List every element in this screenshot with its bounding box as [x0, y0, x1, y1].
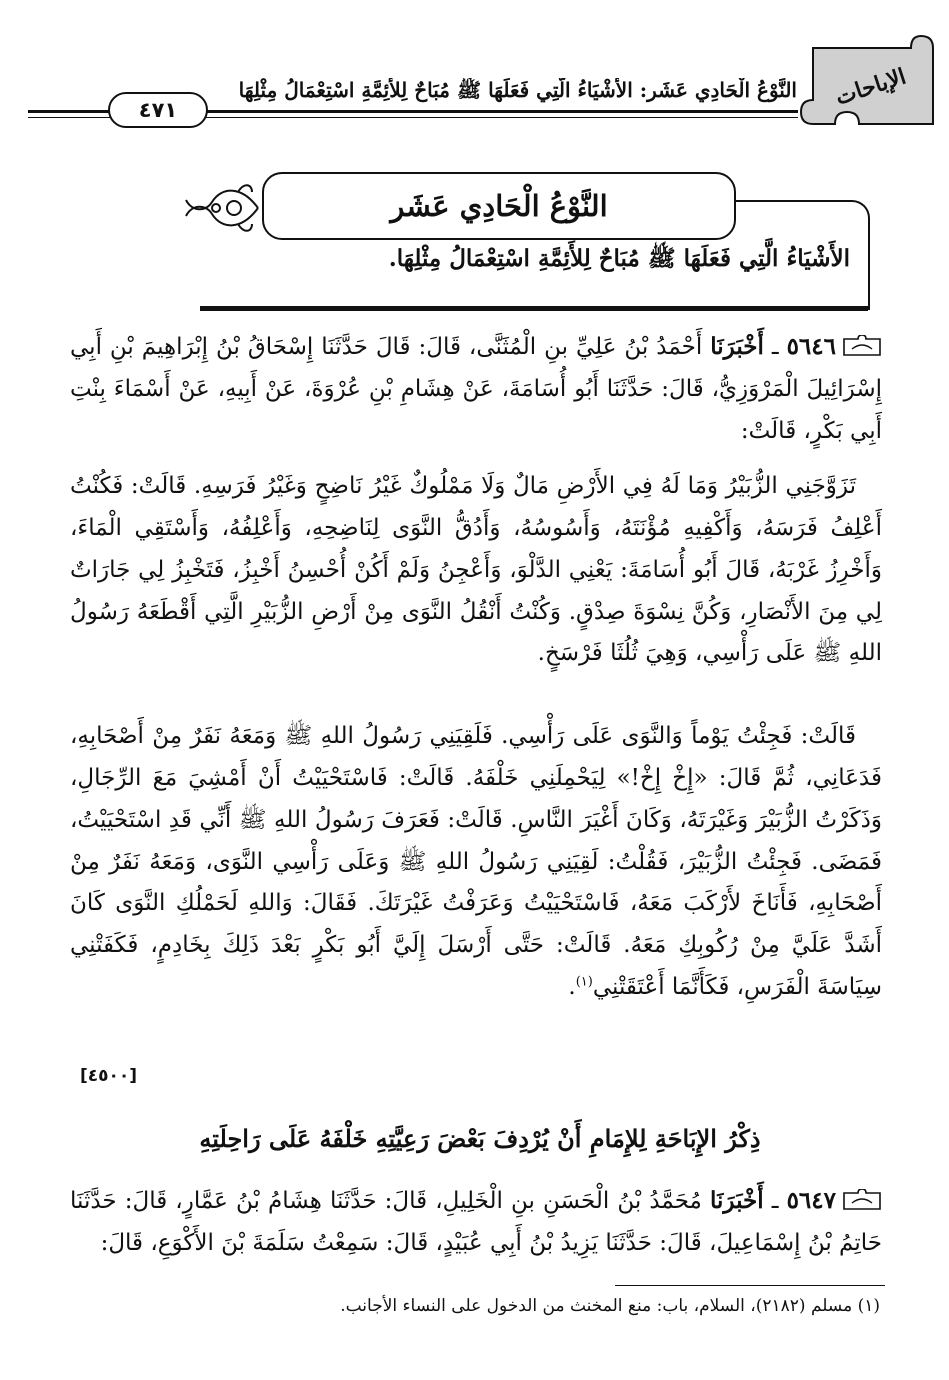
matn-text: قَالَتْ: فَجِئْتُ يَوْماً وَالنَّوَى عَلَى رَأْسِي. فَلَقِيَنِي رَسُولُ اللهِ ﷺ وَمَعَهُ نَفَرٌ مِنْ أَصْحَابِهِ، فَدَعَانِي، ثُمَّ قَالَ: «إِخْ إِخْ!» لِيَحْمِلَنِي خَلْفَهُ. قَالَتْ: فَاسْتَحْيَيْتُ أَنْ أَمْشِيَ مَعَ الرِّجَالِ، وَذَكَرْتُ الزُّبَيْرَ وَغَيْرَتَهُ، وَكَانَ أَغْيَرَ النَّاسِ. قَالَتْ: فَعَرَفَ رَسُولُ اللهِ ﷺ أَنِّي قَدِ اسْتَحْيَيْتُ، فَمَضَى. فَجِئْتُ الزُّبَيْرَ، فَقُلْتُ: لَقِيَنِي رَسُولُ اللهِ ﷺ وَعَلَى رَأْسِي النَّوَى، وَمَعَهُ نَفَرٌ مِنْ أَصْحَابِهِ، فَأَنَاخَ لأَرْكَبَ مَعَهُ، فَاسْتَحْيَيْتُ وَعَرَفْتُ غَيْرَتَكَ. فَقَالَ: وَاللهِ لَحَمْلُكِ النَّوَى كَانَ أَشَدَّ عَلَيَّ مِنْ رُكُوبِكِ مَعَهُ. قَالَتْ: حَتَّى أَرْسَلَ إِلَيَّ أَبُو بَكْرٍ بَعْدَ ذَلِكَ بِخَادِمٍ، فَكَفَتْنِي سِيَاسَةَ الْفَرَسِ، فَكَأَنَّمَا أَعْتَقَتْنِي [70, 723, 882, 1001]
akhbarana-label: أَخْبَرَنَا [709, 1187, 764, 1214]
emblem-label: الإباحات [832, 63, 910, 111]
puzzle-corner-emblem-icon [799, 28, 941, 132]
hadith-5646-isnad: ٥٦٤٦ ـ أَخْبَرَنَا أَحْمَدُ بْنُ عَلِيِّ بنِ الْمُثَنَّى، قَالَ: قَالَ حَدَّثَنَا إِسْحَاقُ بْنُ إِبْرَاهِيمَ بْنِ أَبِي إِسْرَائِيلَ الْمَرْوَزِيُّ، قَالَ: حَدَّثَنَا أَبُو أُسَامَةَ، عَنْ هِشَامِ بْنِ عُرْوَةَ، عَنْ أَبِيهِ، عَنْ أَسْمَاءَ بِنْتِ أَبِي بَكْرٍ، قَالَتْ: [70, 333, 882, 444]
section-frame-rule [200, 306, 868, 311]
hadith-number: ٥٦٤٦ [786, 333, 836, 360]
reference-number: [٤٥٠٠] [80, 1066, 138, 1086]
hadith-5646-matn-1: تَزَوَّجَنِي الزُّبَيْرُ وَمَا لَهُ فِي الأَرْضِ مَالٌ وَلَا مَمْلُوكٌ غَيْرُ نَاضِحٍ وَغَيْرُ فَرَسِهِ. قَالَتْ: فَكُنْتُ أَعْلِفُ فَرَسَهُ، وَأَكْفِيهِ مُؤْنَتَهُ، وَأَسُوسُهُ، وَأَدُقُّ النَّوَى لِنَاضِحِهِ، وَأَعْلِفُهُ، وَأَسْتَقِي الْمَاءَ، وَأَخْرِزُ غَرْبَهُ، قَالَ أَبُو أُسَامَةَ: يَعْنِي الدَّلْوَ، وَأَعْجِنُ وَلَمْ أَكُنْ أُحْسِنُ أَخْبِزُ، فَتَخْبِزُ لِي جَارَاتٌ لِي مِنَ الأَنْصَارِ، وَكُنَّ نِسْوَةَ صِدْقٍ. وَكُنْتُ أَنْقُلُ النَّوَى مِنْ أَرْضِ الزُّبَيْرِ الَّتِي أَقْطَعَهُ رَسُولُ اللهِ ﷺ عَلَى رَأْسِي، وَهِيَ ثُلُثَا فَرْسَخٍ. [70, 473, 882, 667]
puzzle-piece-icon [842, 335, 882, 357]
hadith-5646-matn-2: قَالَتْ: فَجِئْتُ يَوْماً وَالنَّوَى عَلَى رَأْسِي. فَلَقِيَنِي رَسُولُ اللهِ ﷺ وَمَعَهُ نَفَرٌ مِنْ أَصْحَابِهِ، فَدَعَانِي، ثُمَّ قَالَ: «إِخْ إِخْ!» لِيَحْمِلَنِي خَلْفَهُ. قَالَتْ: فَاسْتَحْيَيْتُ أَنْ أَمْشِيَ مَعَ الرِّجَالِ، وَذَكَرْتُ الزُّبَيْرَ وَغَيْرَتَهُ، وَكَانَ أَغْيَرَ النَّاسِ. قَالَتْ: فَعَرَفَ رَسُولُ اللهِ ﷺ أَنِّي قَدِ اسْتَحْيَيْتُ، فَمَضَى. فَجِئْتُ الزُّبَيْرَ، فَقُلْتُ: لَقِيَنِي رَسُولُ اللهِ ﷺ وَعَلَى رَأْسِي النَّوَى، وَمَعَهُ نَفَرٌ مِنْ أَصْحَابِهِ، فَأَنَاخَ لأَرْكَبَ مَعَهُ، فَاسْتَحْيَيْتُ وَعَرَفْتُ غَيْرَتَكَ. فَقَالَ: وَاللهِ لَحَمْلُكِ النَّوَى كَانَ أَشَدَّ عَلَيَّ مِنْ رُكُوبِكِ مَعَهُ. قَالَتْ: حَتَّى أَرْسَلَ إِلَيَّ أَبُو بَكْرٍ بَعْدَ ذَلِكَ بِخَادِمٍ، فَكَفَتْنِي سِيَاسَةَ الْفَرَسِ، فَكَأَنَّمَا أَعْتَقَتْنِي$^{(١)}$. [70, 723, 882, 1001]
hadith-5647-isnad: ٥٦٤٧ ـ أَخْبَرَنَا مُحَمَّدُ بْنُ الْحَسَنِ بنِ الْخَلِيلِ، قَالَ: حَدَّثَنَا هِشَامُ بْنُ عَمَّارٍ، قَالَ: حَدَّثَنَا حَاتِمُ بْنُ إِسْمَاعِيلَ، قَالَ: حَدَّثَنَا يَزِيدُ بْنُ أَبِي عُبَيْدٍ، قَالَ: سَمِعْتُ سَلَمَةَ بْنَ الأَكْوَعِ، قَالَ: [70, 1187, 882, 1256]
puzzle-piece-icon [842, 1189, 882, 1211]
footnote-marker: (١) [575, 974, 593, 990]
page-number: ٤٧١ [108, 92, 208, 128]
footnote-rule [615, 1285, 885, 1286]
footnote: (١) مسلم (٢١٨٢)، السلام، باب: منع المخنث من الدخول على النساء الأجانب. [340, 1296, 880, 1316]
hadith-number: ٥٦٤٧ [786, 1187, 836, 1214]
section-title: النَّوْعُ الْحَادِي عَشَر [262, 172, 736, 240]
isnad-text: مُحَمَّدُ بْنُ الْحَسَنِ بنِ الْخَلِيلِ، قَالَ: حَدَّثَنَا هِشَامُ بْنُ عَمَّارٍ، قَالَ: حَدَّثَنَا حَاتِمُ بْنُ إِسْمَاعِيلَ، قَالَ: حَدَّثَنَا يَزِيدُ بْنُ أَبِي عُبَيْدٍ، قَالَ: سَمِعْتُ سَلَمَةَ بْنَ الأَكْوَعِ، قَالَ: [70, 1188, 882, 1256]
chapter-heading: ذِكْرُ الإِبَاحَةِ لِلإِمَامِ أَنْ يُرْدِفَ بَعْضَ رَعِيَّتِهِ خَلْفَهُ عَلَى رَاحِلَتِهِ [199, 1124, 761, 1153]
floral-ornament-icon [182, 176, 262, 240]
akhbarana-label: أَخْبَرَنَا [710, 333, 764, 360]
running-header-title: النَّوْعُ الْحَادِي عَشَر: الأشْيَاءُ الَّتِي فَعَلَهَا ﷺ مُبَاحٌ لِلأَئِمَّةِ اسْتِعْمَالُ مِثْلِهَا [238, 78, 797, 102]
isnad-text: أَحْمَدُ بْنُ عَلِيِّ بنِ الْمُثَنَّى، قَالَ: قَالَ حَدَّثَنَا إِسْحَاقُ بْنُ إِبْرَاهِيمَ بْنِ أَبِي إِسْرَائِيلَ الْمَرْوَزِيُّ، قَالَ: حَدَّثَنَا أَبُو أُسَامَةَ، عَنْ هِشَامِ بْنِ عُرْوَةَ، عَنْ أَبِيهِ، عَنْ أَسْمَاءَ بِنْتِ أَبِي بَكْرٍ، قَالَتْ: [70, 334, 882, 444]
section-subtitle: الأَشْيَاءُ الَّتِي فَعَلَهَا ﷺ مُبَاحٌ لِلأَئِمَّةِ اسْتِعْمَالُ مِثْلِهَا. [388, 245, 850, 272]
